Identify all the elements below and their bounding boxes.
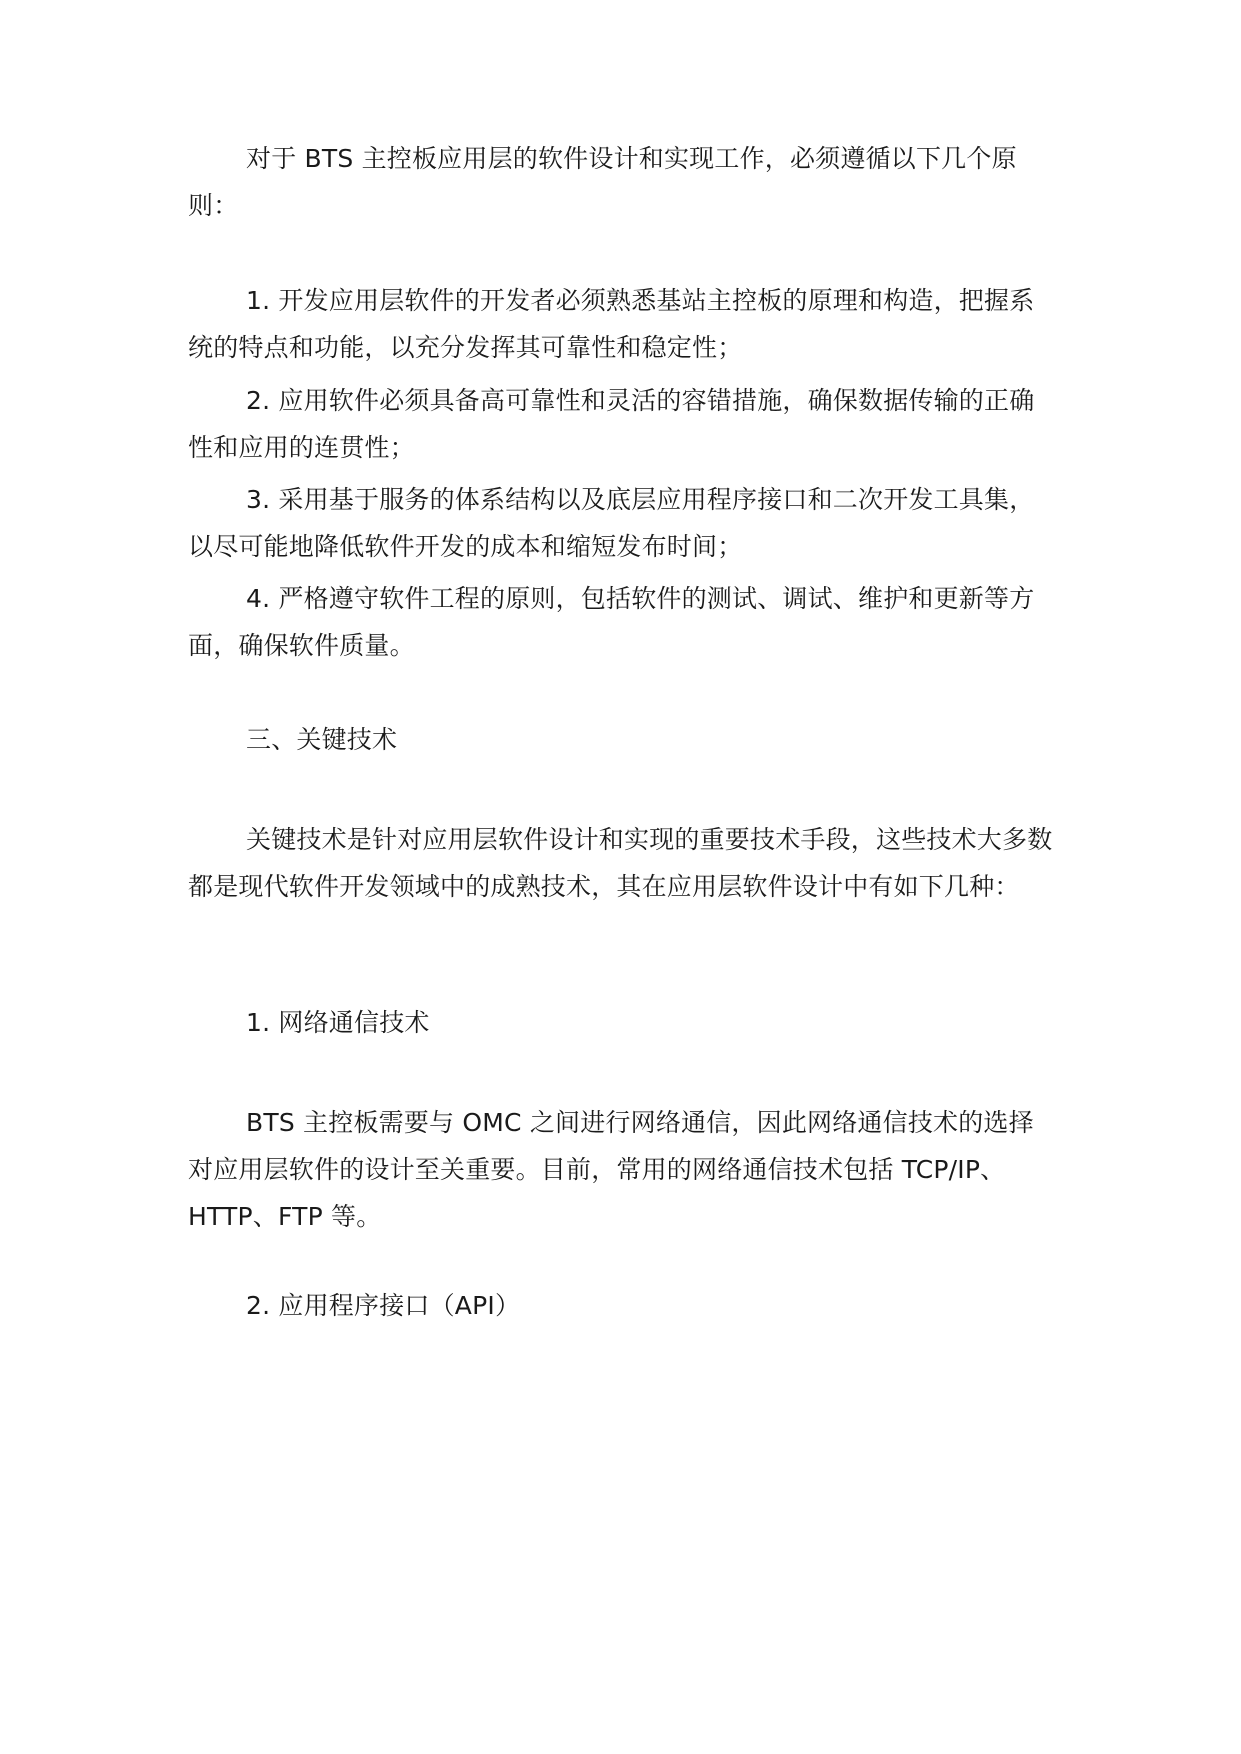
principle-3-paragraph: 3. 采用基于服务的体系结构以及底层应用程序接口和二次开发工具集，以尽可能地降低软件开发的成本和缩短发布时间； [188,485,1035,561]
principle-2-paragraph: 2. 应用软件必须具备高可靠性和灵活的容错措施，确保数据传输的正确性和应用的连贯性； [188,386,1035,462]
principle-4-paragraph: 4. 严格遵守软件工程的原则，包括软件的测试、调试、维护和更新等方面，确保软件质量。 [188,584,1035,660]
principle-1-paragraph: 1. 开发应用层软件的开发者必须熟悉基站主控板的原理和构造，把握系统的特点和功能，以充分发挥其可靠性和稳定性； [188,286,1035,362]
network-communication-paragraph: BTS 主控板需要与 OMC 之间进行网络通信，因此网络通信技术的选择对应用层软件的设计至关重要。目前，常用的网络通信技术包括 TCP/IP、HTTP、FTP 等。 [188,1108,1034,1231]
key-technologies-paragraph: 关键技术是针对应用层软件设计和实现的重要技术手段，这些技术大多数都是现代软件开发领域中的成熟技术，其在应用层软件设计中有如下几种： [188,825,1053,901]
subheading-network-communication: 1. 网络通信技术 [246,1008,430,1037]
section-heading-key-technologies: 三、关键技术 [246,725,398,754]
subheading-api: 2. 应用程序接口（API） [246,1291,521,1320]
intro-paragraph: 对于 BTS 主控板应用层的软件设计和实现工作，必须遵循以下几个原则： [188,144,1017,220]
